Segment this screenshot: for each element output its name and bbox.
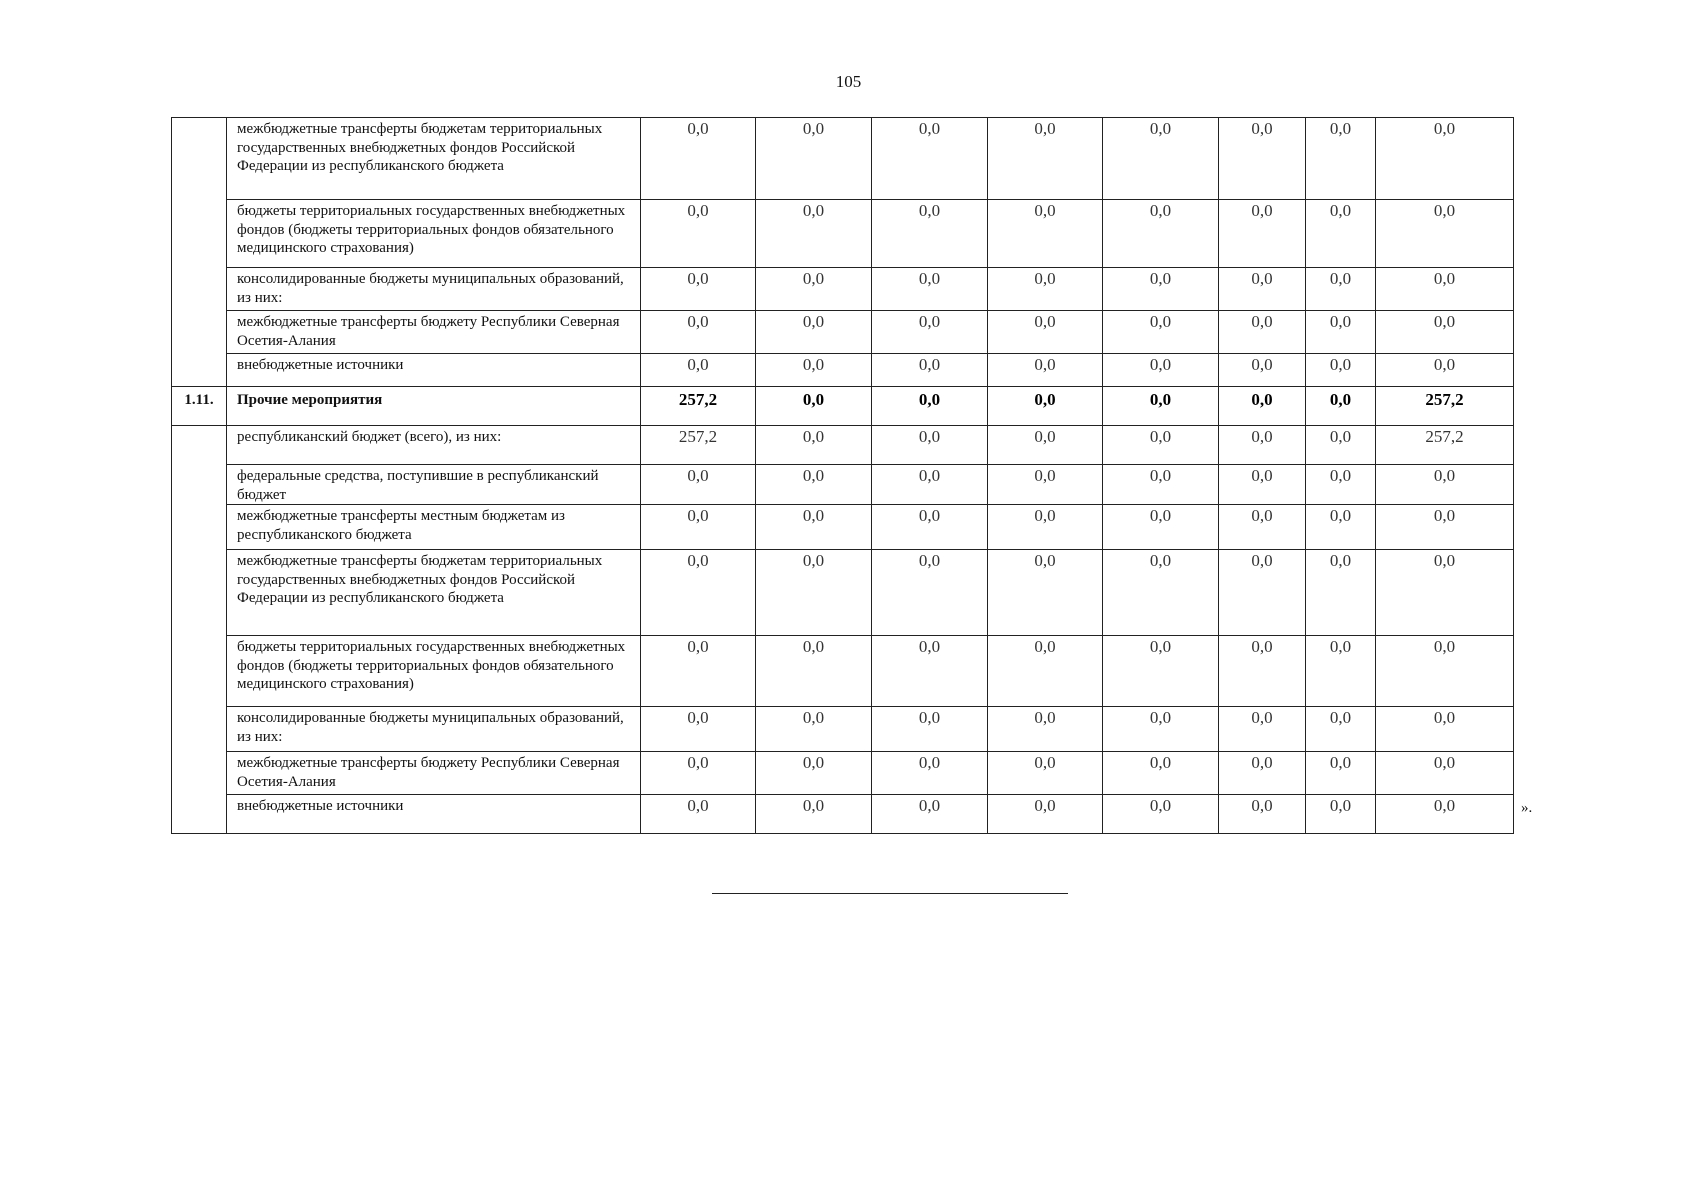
value-cell: 0,0 xyxy=(756,118,872,200)
value-cell: 0,0 xyxy=(872,795,988,834)
table-row xyxy=(172,707,1514,752)
value-cell: 0,0 xyxy=(1219,752,1306,795)
value-cell: 0,0 xyxy=(872,465,988,505)
value-cell: 0,0 xyxy=(756,707,872,752)
value-cell: 0,0 xyxy=(988,636,1103,707)
value-cell: 0,0 xyxy=(641,707,756,752)
table-row xyxy=(172,268,1514,311)
table-row xyxy=(172,118,1514,200)
row-label: межбюджетные трансферты местным бюджетам из республиканского бюджета xyxy=(227,505,641,550)
value-cell: 0,0 xyxy=(872,505,988,550)
value-cell: 0,0 xyxy=(1103,387,1219,426)
row-label: межбюджетные трансферты бюджетам территориальных государственных внебюджетных фондов Российской Федерации из республиканского бюджета xyxy=(227,118,641,200)
value-cell: 0,0 xyxy=(1306,387,1376,426)
value-cell: 0,0 xyxy=(641,118,756,200)
value-cell: 0,0 xyxy=(988,387,1103,426)
value-cell: 0,0 xyxy=(1376,268,1514,311)
value-cell: 0,0 xyxy=(1103,505,1219,550)
value-cell: 0,0 xyxy=(756,752,872,795)
value-cell: 0,0 xyxy=(872,550,988,636)
value-cell: 0,0 xyxy=(756,426,872,465)
value-cell: 0,0 xyxy=(988,118,1103,200)
value-cell: 0,0 xyxy=(988,426,1103,465)
value-cell: 0,0 xyxy=(1219,636,1306,707)
value-cell: 0,0 xyxy=(641,200,756,268)
table-row xyxy=(172,505,1514,550)
value-cell: 0,0 xyxy=(872,636,988,707)
value-cell: 0,0 xyxy=(641,550,756,636)
value-cell: 0,0 xyxy=(1376,505,1514,550)
value-cell: 0,0 xyxy=(756,550,872,636)
value-cell: 0,0 xyxy=(1376,311,1514,354)
value-cell: 257,2 xyxy=(1376,426,1514,465)
value-cell: 0,0 xyxy=(1103,200,1219,268)
value-cell: 0,0 xyxy=(1306,118,1376,200)
value-cell: 0,0 xyxy=(872,707,988,752)
row-label: межбюджетные трансферты бюджету Республики Северная Осетия-Алания xyxy=(227,311,641,354)
value-cell: 0,0 xyxy=(1103,426,1219,465)
row-label: межбюджетные трансферты бюджетам территориальных государственных внебюджетных фондов Российской Федерации из республиканского бюджета xyxy=(227,550,641,636)
value-cell: 0,0 xyxy=(1376,752,1514,795)
value-cell: 0,0 xyxy=(641,636,756,707)
section-label: Прочие мероприятия xyxy=(227,387,641,426)
table-row xyxy=(172,550,1514,636)
row-label: внебюджетные источники xyxy=(227,354,641,387)
value-cell: 0,0 xyxy=(1306,311,1376,354)
value-cell: 0,0 xyxy=(1219,707,1306,752)
row-label: внебюджетные источники xyxy=(227,795,641,834)
value-cell: 0,0 xyxy=(641,795,756,834)
value-cell: 0,0 xyxy=(1376,795,1514,834)
value-cell: 0,0 xyxy=(872,200,988,268)
value-cell: 0,0 xyxy=(1219,426,1306,465)
value-cell: 0,0 xyxy=(872,387,988,426)
row-code-cell xyxy=(172,426,227,834)
row-label: консолидированные бюджеты муниципальных образований, из них: xyxy=(227,707,641,752)
value-cell: 0,0 xyxy=(756,505,872,550)
value-cell: 0,0 xyxy=(1376,636,1514,707)
value-cell: 0,0 xyxy=(1219,118,1306,200)
value-cell: 0,0 xyxy=(988,311,1103,354)
value-cell: 0,0 xyxy=(1306,550,1376,636)
value-cell: 0,0 xyxy=(1103,752,1219,795)
value-cell: 0,0 xyxy=(988,465,1103,505)
value-cell: 0,0 xyxy=(988,550,1103,636)
value-cell: 0,0 xyxy=(756,465,872,505)
value-cell: 257,2 xyxy=(641,426,756,465)
table-row xyxy=(172,465,1514,505)
value-cell: 0,0 xyxy=(1219,465,1306,505)
row-label: федеральные средства, поступившие в республиканский бюджет xyxy=(227,465,641,505)
value-cell: 0,0 xyxy=(988,200,1103,268)
value-cell: 257,2 xyxy=(1376,387,1514,426)
value-cell: 0,0 xyxy=(1103,550,1219,636)
value-cell: 0,0 xyxy=(872,354,988,387)
row-code-cell xyxy=(172,118,227,387)
value-cell: 0,0 xyxy=(1103,311,1219,354)
table-row xyxy=(172,752,1514,795)
section-code: 1.11. xyxy=(172,387,227,426)
value-cell: 0,0 xyxy=(756,200,872,268)
value-cell: 0,0 xyxy=(1306,426,1376,465)
value-cell: 0,0 xyxy=(1103,354,1219,387)
value-cell: 0,0 xyxy=(1376,118,1514,200)
value-cell: 0,0 xyxy=(641,752,756,795)
value-cell: 0,0 xyxy=(872,268,988,311)
value-cell: 0,0 xyxy=(756,354,872,387)
row-label: бюджеты территориальных государственных внебюджетных фондов (бюджеты территориальных фондов обязательного медицинского страхования) xyxy=(227,200,641,268)
value-cell: 0,0 xyxy=(1306,752,1376,795)
value-cell: 0,0 xyxy=(641,465,756,505)
value-cell: 0,0 xyxy=(1376,465,1514,505)
table-row xyxy=(172,311,1514,354)
value-cell: 0,0 xyxy=(1376,707,1514,752)
value-cell: 0,0 xyxy=(1219,268,1306,311)
value-cell: 0,0 xyxy=(1376,200,1514,268)
table-row xyxy=(172,354,1514,387)
value-cell: 0,0 xyxy=(988,795,1103,834)
page-number: 105 xyxy=(835,72,862,91)
table-row xyxy=(172,200,1514,268)
value-cell: 257,2 xyxy=(641,387,756,426)
table-row xyxy=(172,426,1514,465)
value-cell: 0,0 xyxy=(1103,268,1219,311)
value-cell: 0,0 xyxy=(988,354,1103,387)
value-cell: 0,0 xyxy=(641,354,756,387)
value-cell: 0,0 xyxy=(756,311,872,354)
value-cell: 0,0 xyxy=(1306,795,1376,834)
value-cell: 0,0 xyxy=(756,268,872,311)
footer-divider xyxy=(712,893,1068,894)
value-cell: 0,0 xyxy=(641,311,756,354)
value-cell: 0,0 xyxy=(1219,387,1306,426)
value-cell: 0,0 xyxy=(1376,550,1514,636)
value-cell: 0,0 xyxy=(872,311,988,354)
value-cell: 0,0 xyxy=(756,795,872,834)
budget-table xyxy=(171,117,1514,834)
row-label: бюджеты территориальных государственных внебюджетных фондов (бюджеты территориальных фондов обязательного медицинского страхования) xyxy=(227,636,641,707)
value-cell: 0,0 xyxy=(1306,268,1376,311)
section-row xyxy=(172,387,1514,426)
value-cell: 0,0 xyxy=(1219,505,1306,550)
value-cell: 0,0 xyxy=(1103,707,1219,752)
value-cell: 0,0 xyxy=(988,505,1103,550)
value-cell: 0,0 xyxy=(1306,200,1376,268)
value-cell: 0,0 xyxy=(756,636,872,707)
value-cell: 0,0 xyxy=(1103,795,1219,834)
table-body xyxy=(172,118,1514,834)
value-cell: 0,0 xyxy=(988,268,1103,311)
value-cell: 0,0 xyxy=(872,118,988,200)
value-cell: 0,0 xyxy=(1306,505,1376,550)
row-label: консолидированные бюджеты муниципальных образований, из них: xyxy=(227,268,641,311)
row-label: республиканский бюджет (всего), из них: xyxy=(227,426,641,465)
value-cell: 0,0 xyxy=(1103,465,1219,505)
table-row xyxy=(172,795,1514,834)
value-cell: 0,0 xyxy=(872,752,988,795)
value-cell: 0,0 xyxy=(641,268,756,311)
row-label: межбюджетные трансферты бюджету Республики Северная Осетия-Алания xyxy=(227,752,641,795)
closing-mark: ». xyxy=(1521,800,1533,816)
table-row xyxy=(172,636,1514,707)
value-cell: 0,0 xyxy=(1376,354,1514,387)
value-cell: 0,0 xyxy=(1219,200,1306,268)
value-cell: 0,0 xyxy=(641,505,756,550)
value-cell: 0,0 xyxy=(988,752,1103,795)
value-cell: 0,0 xyxy=(1306,707,1376,752)
value-cell: 0,0 xyxy=(1219,354,1306,387)
value-cell: 0,0 xyxy=(1219,311,1306,354)
value-cell: 0,0 xyxy=(1306,636,1376,707)
value-cell: 0,0 xyxy=(1103,636,1219,707)
value-cell: 0,0 xyxy=(1306,465,1376,505)
value-cell: 0,0 xyxy=(988,707,1103,752)
value-cell: 0,0 xyxy=(872,426,988,465)
value-cell: 0,0 xyxy=(1306,354,1376,387)
value-cell: 0,0 xyxy=(1103,118,1219,200)
value-cell: 0,0 xyxy=(1219,550,1306,636)
value-cell: 0,0 xyxy=(1219,795,1306,834)
value-cell: 0,0 xyxy=(756,387,872,426)
